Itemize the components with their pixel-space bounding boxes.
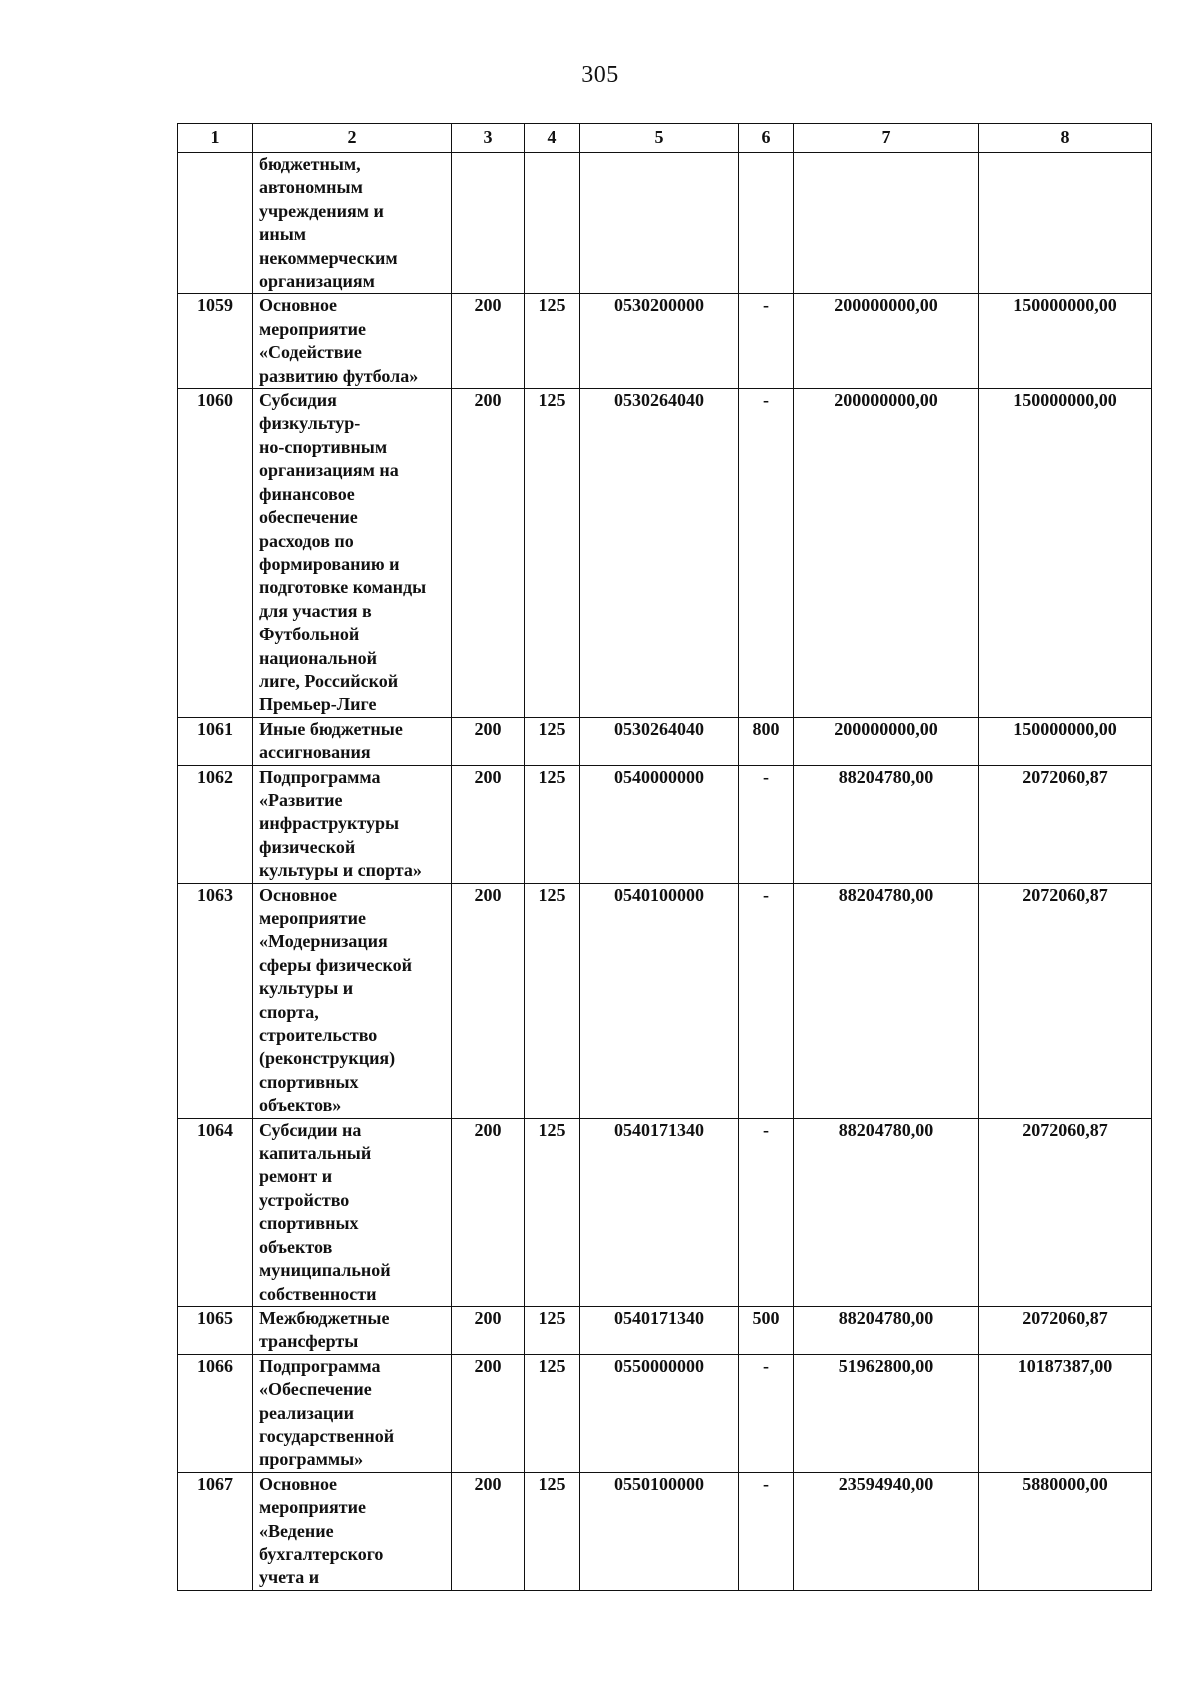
row-name-line: государственной xyxy=(259,1425,395,1446)
row-number-cell: 1066 xyxy=(178,1354,253,1472)
row-name-line: Подпрограмма xyxy=(259,1355,381,1376)
section-code-cell: 125 xyxy=(525,765,580,883)
amount-col7-cell: 200000000,00 xyxy=(794,294,979,389)
chapter-code-cell: 200 xyxy=(452,1118,525,1306)
table-row xyxy=(178,883,1152,1118)
row-name-line: Подпрограмма xyxy=(259,766,381,787)
target-article-cell: 0540000000 xyxy=(580,765,739,883)
row-name-line: подготовке команды xyxy=(259,577,427,598)
target-article-cell: 0540171340 xyxy=(580,1118,739,1306)
row-number-cell: 1063 xyxy=(178,883,253,1118)
amount-col8-cell: 150000000,00 xyxy=(979,389,1152,718)
row-name-line: но-спортивным xyxy=(259,436,388,457)
amount-col7-cell: 200000000,00 xyxy=(794,389,979,718)
amount-col7-cell: 88204780,00 xyxy=(794,1118,979,1306)
amount-col8-cell: 150000000,00 xyxy=(979,294,1152,389)
row-number-cell xyxy=(178,153,253,294)
amount-col8-cell xyxy=(979,153,1152,294)
row-name-cell xyxy=(253,1118,452,1306)
amount-col7-cell: 88204780,00 xyxy=(794,883,979,1118)
row-name-line: финансовое xyxy=(259,483,355,504)
row-name-line: расходов по xyxy=(259,530,354,551)
row-name-line: ассигнования xyxy=(259,742,371,763)
target-article-cell: 0530264040 xyxy=(580,717,739,765)
amount-col8-cell: 2072060,87 xyxy=(979,1306,1152,1354)
row-name-line: «Развитие xyxy=(259,789,343,810)
target-article-cell: 0530264040 xyxy=(580,389,739,718)
row-name-line: сферы физической xyxy=(259,954,413,975)
row-name-cell xyxy=(253,1472,452,1590)
section-code-cell: 125 xyxy=(525,1306,580,1354)
amount-col8-cell: 2072060,87 xyxy=(979,765,1152,883)
row-name-line: Основное xyxy=(259,1473,337,1494)
amount-col7-cell: 51962800,00 xyxy=(794,1354,979,1472)
expense-type-cell xyxy=(739,153,794,294)
amount-col7-cell: 88204780,00 xyxy=(794,765,979,883)
chapter-code-cell: 200 xyxy=(452,1472,525,1590)
row-name-line: некоммерческим xyxy=(259,247,398,268)
section-code-cell: 125 xyxy=(525,1472,580,1590)
row-name-line: автономным xyxy=(259,177,363,198)
page-number: 305 xyxy=(581,62,619,88)
expense-type-cell: - xyxy=(739,1118,794,1306)
row-name-line: объектов xyxy=(259,1236,333,1257)
row-name-cell xyxy=(253,883,452,1118)
table-row xyxy=(178,717,1152,765)
expense-type-cell: - xyxy=(739,765,794,883)
row-name-line: мероприятие xyxy=(259,318,366,339)
target-article-cell xyxy=(580,153,739,294)
expense-type-cell: - xyxy=(739,883,794,1118)
row-name-line: формированию и xyxy=(259,553,400,574)
section-code-cell: 125 xyxy=(525,1354,580,1472)
budget-table xyxy=(177,123,1152,1591)
row-name-line: Межбюджетные xyxy=(259,1307,390,1328)
header-cell: 4 xyxy=(525,124,580,153)
amount-col8-cell: 5880000,00 xyxy=(979,1472,1152,1590)
row-name-line: Субсидии на xyxy=(259,1119,362,1140)
row-name-line: спортивных xyxy=(259,1213,359,1234)
target-article-cell: 0540100000 xyxy=(580,883,739,1118)
target-article-cell: 0550000000 xyxy=(580,1354,739,1472)
row-name-line: развитию футбола» xyxy=(259,365,419,386)
row-name-line: обеспечение xyxy=(259,507,358,528)
row-name-line: организациям на xyxy=(259,460,399,481)
expense-type-cell: - xyxy=(739,389,794,718)
row-name-line: Основное xyxy=(259,295,337,316)
amount-col7-cell: 23594940,00 xyxy=(794,1472,979,1590)
row-name-line: спорта, xyxy=(259,1001,319,1022)
row-name-cell xyxy=(253,1306,452,1354)
row-number-cell: 1064 xyxy=(178,1118,253,1306)
row-name-line: национальной xyxy=(259,647,378,668)
row-name-line: объектов» xyxy=(259,1095,342,1116)
table-row xyxy=(178,765,1152,883)
row-name-cell xyxy=(253,1354,452,1472)
amount-col8-cell: 10187387,00 xyxy=(979,1354,1152,1472)
row-name-line: учреждениям и xyxy=(259,200,384,221)
row-name-line: строительство xyxy=(259,1025,378,1046)
chapter-code-cell: 200 xyxy=(452,717,525,765)
row-name-line: организациям xyxy=(259,271,375,292)
row-name-line: физической xyxy=(259,836,356,857)
row-name-cell xyxy=(253,765,452,883)
header-cell: 5 xyxy=(580,124,739,153)
row-name-cell xyxy=(253,717,452,765)
amount-col7-cell xyxy=(794,153,979,294)
chapter-code-cell: 200 xyxy=(452,1306,525,1354)
row-name-line: программы» xyxy=(259,1449,364,1470)
table-row xyxy=(178,1306,1152,1354)
row-number-cell: 1062 xyxy=(178,765,253,883)
row-name-line: учета и xyxy=(259,1567,320,1588)
amount-col8-cell: 2072060,87 xyxy=(979,883,1152,1118)
row-name-line: реализации xyxy=(259,1402,354,1423)
section-code-cell: 125 xyxy=(525,389,580,718)
row-name-line: иным xyxy=(259,224,307,245)
row-name-cell xyxy=(253,389,452,718)
amount-col7-cell: 88204780,00 xyxy=(794,1306,979,1354)
section-code-cell: 125 xyxy=(525,883,580,1118)
table-row xyxy=(178,1472,1152,1590)
row-name-line: ремонт и xyxy=(259,1166,333,1187)
header-cell: 3 xyxy=(452,124,525,153)
row-number-cell: 1059 xyxy=(178,294,253,389)
header-cell: 7 xyxy=(794,124,979,153)
row-number-cell: 1060 xyxy=(178,389,253,718)
row-name-line: Основное xyxy=(259,884,337,905)
expense-type-cell: 800 xyxy=(739,717,794,765)
target-article-cell: 0540171340 xyxy=(580,1306,739,1354)
row-name-cell xyxy=(253,153,452,294)
row-name-line: устройство xyxy=(259,1189,350,1210)
table-row xyxy=(178,1354,1152,1472)
row-number-cell: 1061 xyxy=(178,717,253,765)
row-name-line: трансферты xyxy=(259,1331,359,1352)
row-name-line: (реконструкция) xyxy=(259,1048,396,1069)
row-name-line: «Ведение xyxy=(259,1520,334,1541)
row-name-line: «Содействие xyxy=(259,342,362,363)
chapter-code-cell: 200 xyxy=(452,883,525,1118)
row-name-line: для участия в xyxy=(259,600,372,621)
chapter-code-cell: 200 xyxy=(452,389,525,718)
amount-col8-cell: 2072060,87 xyxy=(979,1118,1152,1306)
section-code-cell: 125 xyxy=(525,717,580,765)
target-article-cell: 0550100000 xyxy=(580,1472,739,1590)
row-name-line: Субсидия xyxy=(259,390,337,411)
row-name-line: физкультур- xyxy=(259,413,361,434)
amount-col8-cell: 150000000,00 xyxy=(979,717,1152,765)
row-name-line: спортивных xyxy=(259,1071,359,1092)
header-cell: 2 xyxy=(253,124,452,153)
expense-type-cell: - xyxy=(739,1472,794,1590)
header-cell: 1 xyxy=(178,124,253,153)
section-code-cell: 125 xyxy=(525,1118,580,1306)
chapter-code-cell: 200 xyxy=(452,294,525,389)
row-name-line: бюджетным, xyxy=(259,154,361,174)
amount-col7-cell: 200000000,00 xyxy=(794,717,979,765)
row-name-line: муниципальной xyxy=(259,1260,391,1281)
table-row xyxy=(178,153,1152,294)
row-name-line: Иные бюджетные xyxy=(259,718,403,739)
row-name-line: «Модернизация xyxy=(259,931,388,952)
expense-type-cell: 500 xyxy=(739,1306,794,1354)
chapter-code-cell xyxy=(452,153,525,294)
row-name-line: Футбольной xyxy=(259,624,360,645)
row-name-line: «Обеспечение xyxy=(259,1379,372,1400)
row-name-line: бухгалтерского xyxy=(259,1543,384,1564)
row-name-line: культуры и xyxy=(259,978,354,999)
row-name-line: капитальный xyxy=(259,1143,372,1164)
table-row xyxy=(178,389,1152,718)
expense-type-cell: - xyxy=(739,1354,794,1472)
row-name-line: инфраструктуры xyxy=(259,813,400,834)
header-cell: 6 xyxy=(739,124,794,153)
table-row xyxy=(178,294,1152,389)
row-name-cell xyxy=(253,294,452,389)
row-name-line: Премьер-Лиге xyxy=(259,694,377,715)
row-number-cell: 1065 xyxy=(178,1306,253,1354)
row-name-line: культуры и спорта» xyxy=(259,860,422,881)
table-body xyxy=(178,153,1152,1591)
header-row xyxy=(178,124,1152,153)
header-cell: 8 xyxy=(979,124,1152,153)
expense-type-cell: - xyxy=(739,294,794,389)
chapter-code-cell: 200 xyxy=(452,1354,525,1472)
target-article-cell: 0530200000 xyxy=(580,294,739,389)
row-number-cell: 1067 xyxy=(178,1472,253,1590)
row-name-line: собственности xyxy=(259,1283,377,1304)
section-code-cell xyxy=(525,153,580,294)
section-code-cell: 125 xyxy=(525,294,580,389)
table-row xyxy=(178,1118,1152,1306)
chapter-code-cell: 200 xyxy=(452,765,525,883)
row-name-line: мероприятие xyxy=(259,1497,366,1518)
row-name-line: лиге, Российской xyxy=(259,670,399,691)
row-name-line: мероприятие xyxy=(259,908,366,928)
